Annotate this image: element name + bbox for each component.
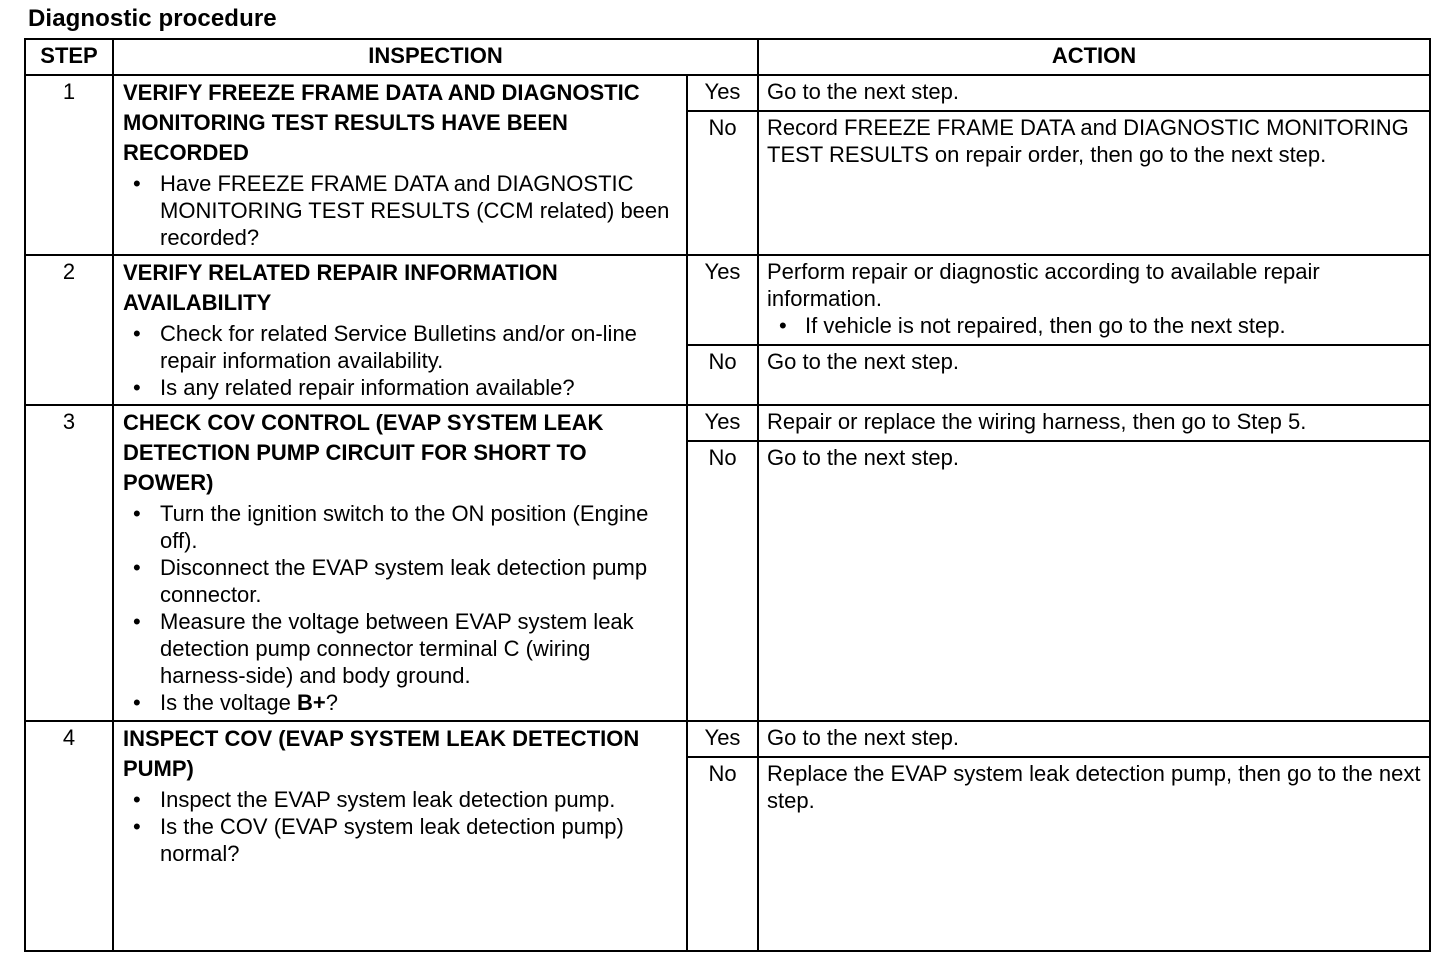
yes-action: Go to the next step. [758, 75, 1430, 111]
diagnostic-procedure-table [24, 38, 1431, 952]
inspection-bullet: • Measure the voltage between EVAP system leak detection pump connector terminal C (wiring harness-side) and body ground. [160, 608, 678, 689]
action-header: ACTION [758, 39, 1430, 75]
step-3-yes-row [25, 405, 1430, 441]
no-label: No [687, 757, 758, 951]
yes-action: Go to the next step. [758, 721, 1430, 757]
bullet-text: ? [325, 690, 338, 715]
step-inspection [113, 405, 687, 721]
no-label: No [687, 441, 758, 721]
inspection-bullets [123, 320, 678, 401]
inspection-bullet: • Inspect the EVAP system leak detection pump. [160, 786, 678, 813]
no-action: Go to the next step. [758, 441, 1430, 721]
yes-action: Repair or replace the wiring harness, then go to Step 5. [758, 405, 1430, 441]
step-number: 3 [25, 405, 113, 721]
yes-action-cell [758, 255, 1430, 345]
no-action: Go to the next step. [758, 345, 1430, 405]
step-number: 4 [25, 721, 113, 951]
inspection-heading: INSPECT COV (EVAP SYSTEM LEAK DETECTION PUMP) [123, 726, 640, 781]
yes-label: Yes [687, 721, 758, 757]
step-4-yes-row [25, 721, 1430, 757]
inspection-bullet: • Is any related repair information available? [160, 374, 678, 401]
action-bullets [767, 312, 1421, 339]
inspection-bullets [123, 500, 678, 716]
inspection-bullets [123, 170, 678, 251]
yes-action: Perform repair or diagnostic according to available repair information. [767, 259, 1320, 311]
no-label: No [687, 345, 758, 405]
bullet-bold-text: B+ [296, 690, 326, 715]
no-label: No [687, 111, 758, 255]
yes-label: Yes [687, 75, 758, 111]
no-action: Replace the EVAP system leak detection pump, then go to the next step. [758, 757, 1430, 951]
action-bullet: • If vehicle is not repaired, then go to the next step. [805, 312, 1421, 339]
yes-label: Yes [687, 405, 758, 441]
inspection-heading: VERIFY FREEZE FRAME DATA AND DIAGNOSTIC MONITORING TEST RESULTS HAVE BEEN RECORDED [123, 80, 640, 165]
inspection-header: INSPECTION [113, 39, 758, 75]
inspection-bullet [160, 689, 678, 716]
page-title: Diagnostic procedure [28, 5, 277, 32]
inspection-heading: VERIFY RELATED REPAIR INFORMATION AVAILABILITY [123, 260, 558, 315]
inspection-bullet: • Have FREEZE FRAME DATA and DIAGNOSTIC MONITORING TEST RESULTS (CCM related) been recorded? [160, 170, 678, 251]
inspection-bullet: • Is the COV (EVAP system leak detection pump) normal? [160, 813, 678, 867]
step-inspection [113, 721, 687, 951]
step-1-yes-row [25, 75, 1430, 111]
step-inspection [113, 255, 687, 405]
bullet-text: Is the voltage [160, 690, 297, 715]
step-number: 1 [25, 75, 113, 255]
inspection-bullets [123, 786, 678, 867]
inspection-heading: CHECK COV CONTROL (EVAP SYSTEM LEAK DETECTION PUMP CIRCUIT FOR SHORT TO POWER) [123, 410, 604, 495]
inspection-bullet: • Disconnect the EVAP system leak detection pump connector. [160, 554, 678, 608]
step-number: 2 [25, 255, 113, 405]
no-action: Record FREEZE FRAME DATA and DIAGNOSTIC MONITORING TEST RESULTS on repair order, then go to the next step. [758, 111, 1430, 255]
step-2-yes-row [25, 255, 1430, 345]
inspection-bullet: • Turn the ignition switch to the ON position (Engine off). [160, 500, 678, 554]
inspection-bullet: • Check for related Service Bulletins and/or on-line repair information availability. [160, 320, 678, 374]
header-row [25, 39, 1430, 75]
step-header: STEP [25, 39, 113, 75]
yes-label: Yes [687, 255, 758, 345]
step-inspection [113, 75, 687, 255]
